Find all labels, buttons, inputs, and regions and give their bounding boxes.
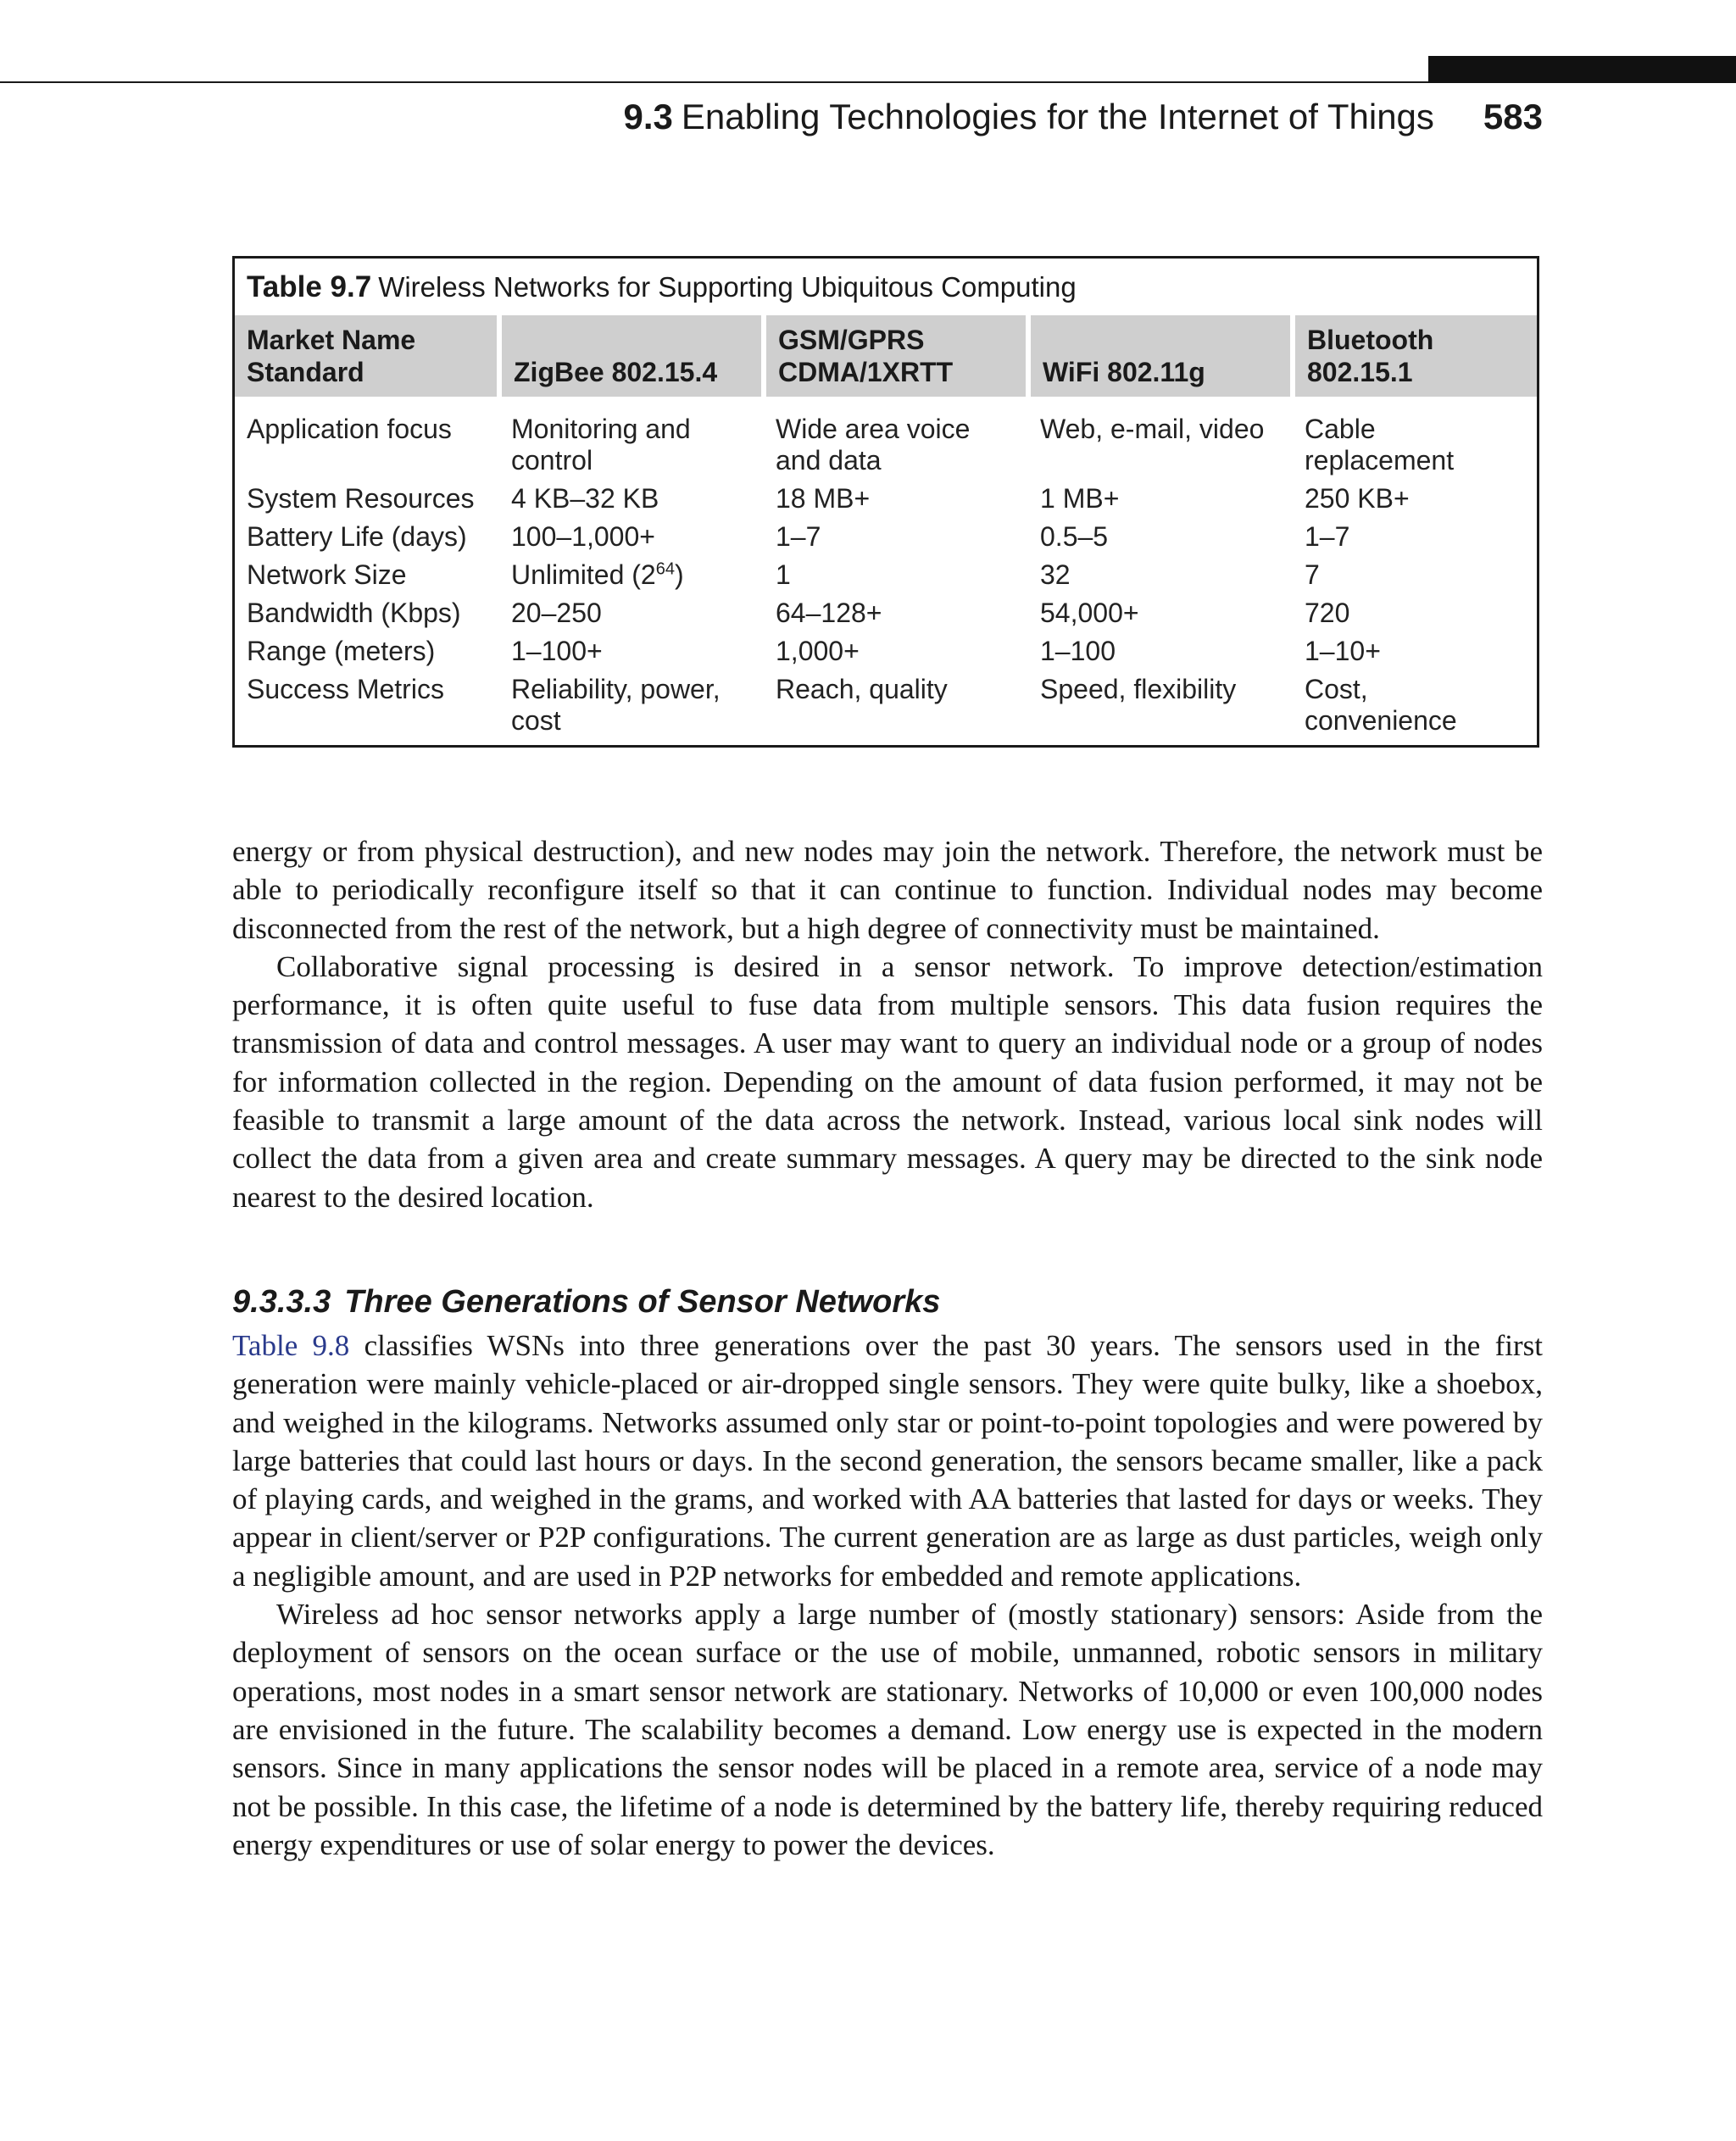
table-cell: Success Metrics xyxy=(247,674,444,704)
page-number: 583 xyxy=(1483,97,1543,136)
table-cell: Wide area voice and data xyxy=(776,414,971,475)
table-cell: 720 xyxy=(1305,598,1350,628)
table-cell: Reach, quality xyxy=(776,674,948,704)
table-cell: Application focus xyxy=(247,414,452,444)
table-cell: Reliability, power, cost xyxy=(511,674,721,736)
table-row xyxy=(235,559,1537,598)
header-wifi: WiFi 802.11g xyxy=(1028,315,1293,397)
table-cell: 1–7 xyxy=(776,521,821,552)
table-9-7 xyxy=(232,256,1539,748)
table-cell: 4 KB–32 KB xyxy=(511,483,659,514)
table-cell: 1–10+ xyxy=(1305,636,1381,666)
table-caption-label: Table 9.7 xyxy=(247,270,372,303)
table-caption-text: Wireless Networks for Supporting Ubiquitous Computing xyxy=(378,271,1077,303)
header-market-name: Market Name Standard xyxy=(235,315,499,397)
table-row xyxy=(235,674,1537,743)
table-caption xyxy=(247,270,1077,304)
table-cell: 100–1,000+ xyxy=(511,521,655,552)
table-row xyxy=(235,598,1537,636)
table-9-8-link[interactable]: Table 9.8 xyxy=(232,1329,350,1362)
table-header-row xyxy=(235,315,1537,397)
header-bluetooth: Bluetooth 802.15.1 xyxy=(1293,315,1537,397)
running-head xyxy=(623,95,1543,139)
table-cell: 18 MB+ xyxy=(776,483,871,514)
table-cell: Battery Life (days) xyxy=(247,521,467,552)
header-gsm: GSM/GPRS CDMA/1XRTT xyxy=(764,315,1028,397)
table-cell: Speed, flexibility xyxy=(1040,674,1237,704)
table-row xyxy=(235,483,1537,521)
table-cell: 1 xyxy=(776,559,791,590)
section-heading-number: 9.3.3.3 xyxy=(232,1284,331,1320)
table-cell: 64–128+ xyxy=(776,598,882,628)
section-number: 9.3 xyxy=(623,97,673,136)
table-cell: 0.5–5 xyxy=(1040,521,1109,552)
wireless-networks-table xyxy=(235,315,1537,743)
table-cell: Cable replacement xyxy=(1305,414,1455,475)
table-cell-network-size: Unlimited $(2^{64})$ xyxy=(511,559,684,590)
table-cell: 7 xyxy=(1305,559,1320,590)
table-row xyxy=(235,397,1537,483)
table-cell: Cost, convenience xyxy=(1305,674,1457,736)
table-cell: Web, e-mail, video xyxy=(1040,414,1265,444)
exponent: 64 xyxy=(655,559,675,579)
table-cell: Bandwidth (Kbps) xyxy=(247,598,461,628)
section-heading-title: Three Generations of Sensor Networks xyxy=(344,1284,941,1320)
table-row xyxy=(235,521,1537,559)
section-heading xyxy=(232,1282,940,1322)
section-title: Enabling Technologies for the Internet of Things xyxy=(681,97,1434,136)
table-cell: 250 KB+ xyxy=(1305,483,1410,514)
paragraph: Table 9.8 classifies WSNs into three generations over the past 30 years. The sensors used in the first generation were mainly vehicle-placed or air-dropped single sensors. They were quite bulky, like a shoebox, and weighed in the kilograms. Networks assumed only star or point-to-point topologies and were powered by large batteries that could last hours or days. In the second generation, the sensors became smaller, like a pack of playing cards, and weighed in the grams, and worked with AA batteries that lasted for days or weeks. They appear in client/server or P2P configurations. The current generation are as large as dust particles, weigh only a negligible amount, and are used in P2P networks for embedded and remote applications. xyxy=(232,1329,1544,1593)
table-cell: 54,000+ xyxy=(1040,598,1139,628)
paragraph: Wireless ad hoc sensor networks apply a large number of (mostly stationary) sensors: Aside from the deployment of sensors on the ocean surface or the use of mobile, unmanned, robotic sensors in military operations, most nodes in a smart sensor network are stationary. Networks of 10,000 or even 100,000 nodes are envisioned in the future. The scalability becomes a demand. Low energy use is expected in the modern sensors. Since in many applications the sensor nodes will be placed in a remote area, service of a node may not be possible. In this case, the lifetime of a node is determined by the battery life, thereby requiring reduced energy expenditures or use of solar energy to power the devices. xyxy=(232,1598,1543,1861)
table-cell: Network Size xyxy=(247,559,407,590)
header-tab xyxy=(1428,56,1736,83)
table-cell: 1–7 xyxy=(1305,521,1350,552)
table-cell: Monitoring and control xyxy=(511,414,691,475)
table-cell: 1 MB+ xyxy=(1040,483,1120,514)
table-cell: 1,000+ xyxy=(776,636,860,666)
table-cell: 1–100+ xyxy=(511,636,603,666)
table-cell: 20–250 xyxy=(511,598,602,628)
header-zigbee: ZigBee 802.15.4 xyxy=(499,315,764,397)
paragraph: Collaborative signal processing is desired in a sensor network. To improve detection/estimation performance, it is often quite useful to fuse data from multiple sensors. This data fusion requires the transmission of data and control messages. A user may want to query an individual node or a group of nodes for information collected in the region. Depending on the amount of data fusion performed, it may not be feasible to transmit a large amount of the data across the network. Instead, various local sink nodes will collect the data from a given area and create summary messages. A query may be directed to the sink node nearest to the desired location. xyxy=(232,949,1543,1214)
table-cell: Range (meters) xyxy=(247,636,436,666)
table-cell: 1–100 xyxy=(1040,636,1116,666)
paragraph: energy or from physical destruction), and new nodes may join the network. Therefore, the network must be able to periodically reconfigure itself so that it can continue to function. Individual nodes may become disconnected from the rest of the network, but a high degree of connectivity must be maintained. xyxy=(232,835,1543,945)
body-block-2 xyxy=(232,1326,1543,1864)
table-row xyxy=(235,636,1537,674)
table-cell: System Resources xyxy=(247,483,475,514)
table-cell: 32 xyxy=(1040,559,1071,590)
body-block-1 xyxy=(232,832,1543,1216)
